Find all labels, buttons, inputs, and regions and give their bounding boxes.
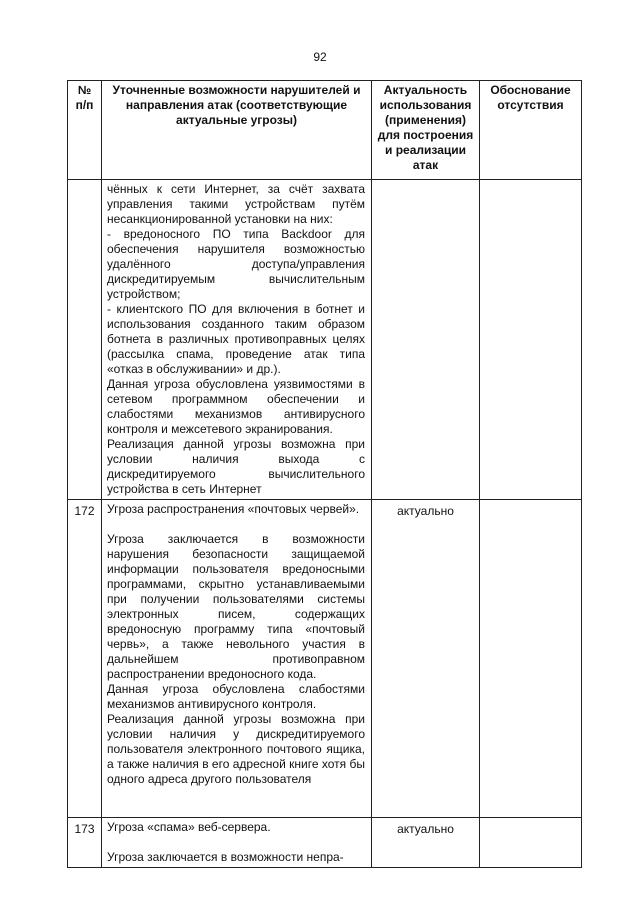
table-row	[68, 818, 582, 868]
table-row	[68, 180, 582, 500]
header-num: № п/п	[68, 81, 102, 180]
description-paragraph: Данная угроза обусловлена слабостями механизмов антивирусного контроля.	[107, 682, 365, 711]
row-relevance: актуально	[372, 500, 480, 818]
description-paragraph: Реализация данной угрозы возможна при условии наличия у дискредитируемого пользователя электронного почтового ящика, а также наличия в его адресной книге хотя бы одного адреса другого пользователя	[107, 712, 365, 786]
row-justification	[480, 818, 582, 868]
description-paragraph: Угроза заключается в возможности непра-	[107, 850, 344, 864]
row-relevance: актуально	[372, 818, 480, 868]
description-paragraph: Угроза заключается в возможности нарушения безопасности защищаемой информации пользователя вредоносными программами, скрытно устанавливаемыми при получении пользователями системы электронных писем, содержащих вредоносную программу типа «почтовый червь», а также невольного участия в дальнейшем противоправном распространении вредоносного кода.	[107, 532, 365, 681]
description-paragraph: Реализация данной угрозы возможна при условии наличия выхода с дискредитируемого вычислительного устройства в сеть Интернет	[107, 437, 365, 496]
description-spacer	[107, 517, 365, 532]
row-num: 173	[68, 818, 102, 868]
description-paragraph: чённых к сети Интернет, за счёт захвата управления такими устройствам путём несанкционированной установки на них:	[107, 182, 365, 226]
page-number: 92	[313, 50, 327, 64]
row-description	[102, 180, 372, 500]
description-paragraph: Угроза распространения «почтовых червей».	[107, 502, 360, 516]
description-spacer	[107, 835, 365, 850]
threats-table	[67, 80, 582, 868]
row-num	[68, 180, 102, 500]
description-paragraph: - клиентского ПО для включения в ботнет и использования созданного таким образом ботнета в различных противоправных целях (рассылка спама, проведение атак типа «отказ в обслуживании» и др.).	[107, 302, 365, 376]
header-justification: Обоснование отсутствия	[480, 81, 582, 180]
row-justification	[480, 500, 582, 818]
description-paragraph: Данная угроза обусловлена уязвимостями в сетевом программном обеспечении и слабостями механизмов антивирусного контроля и межсетевого экранирования.	[107, 377, 365, 436]
table-row	[68, 500, 582, 818]
row-justification	[480, 180, 582, 500]
row-description	[102, 818, 372, 868]
row-num: 172	[68, 500, 102, 818]
row-description	[102, 500, 372, 818]
description-paragraph: - вредоносного ПО типа Backdoor для обеспечения нарушителя возможностью удалённого доступа/управления дискредитируемым вычислительным устройством;	[107, 227, 365, 301]
row-relevance	[372, 180, 480, 500]
description-paragraph: Угроза «спама» веб-сервера.	[107, 820, 271, 834]
table-header-row	[68, 81, 582, 180]
header-capabilities: Уточненные возможности нарушителей и направления атак (соответствующие актуальные угрозы)	[102, 81, 372, 180]
header-relevance: Актуальность использования (применения) для построения и реализации атак	[372, 81, 480, 180]
